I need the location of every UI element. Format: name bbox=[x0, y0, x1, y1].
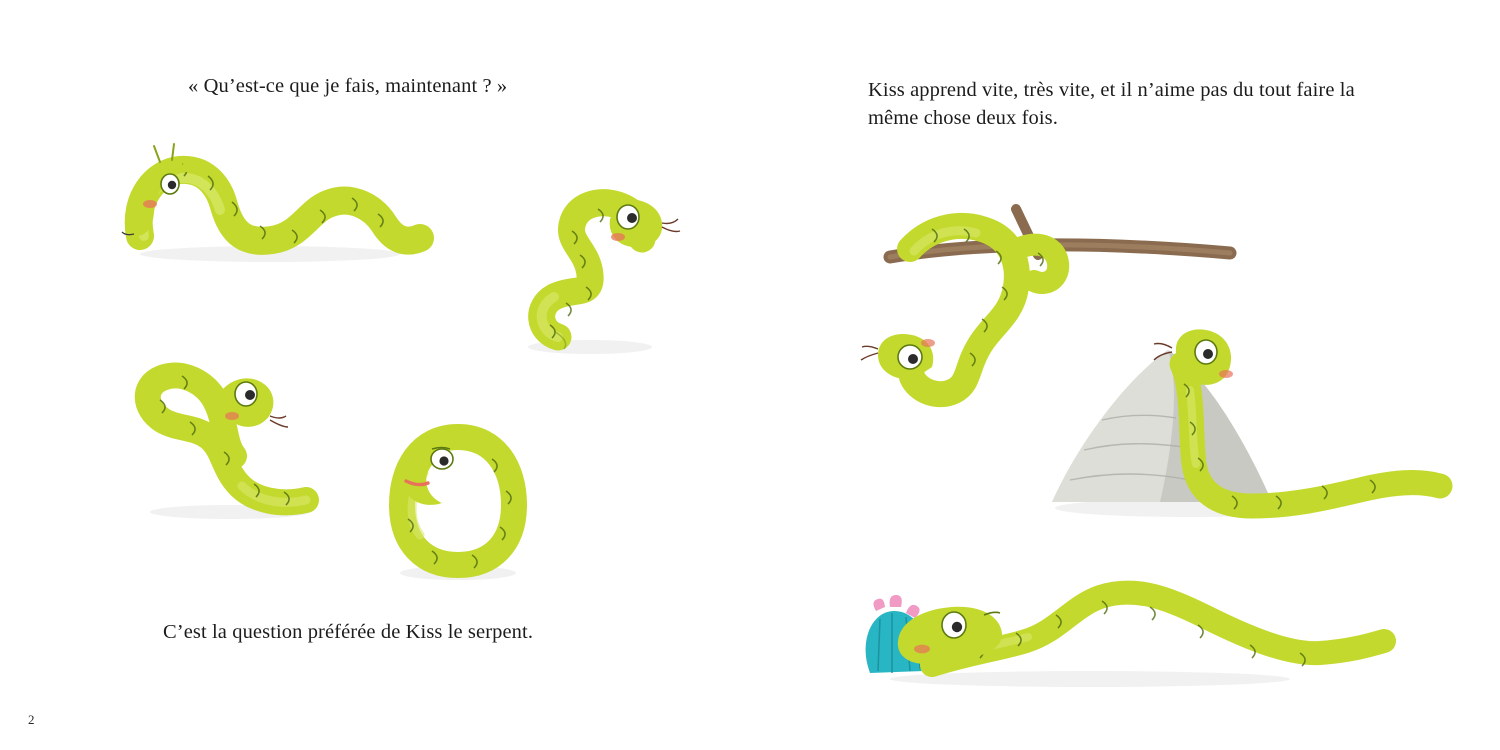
snake-ring-illustration bbox=[380, 415, 540, 585]
snake-crawling-illustration bbox=[120, 140, 430, 270]
snake-over-rock-illustration bbox=[1040, 330, 1460, 530]
page-number: 2 bbox=[28, 712, 35, 727]
caption-text: C’est la question préférée de Kiss le serpent. bbox=[163, 621, 534, 643]
right-page bbox=[750, 0, 1500, 750]
snake-with-cactus-illustration bbox=[850, 545, 1410, 705]
snake-loop-left-illustration bbox=[120, 360, 330, 525]
body-text: Kiss apprend vite, très vite, et il n’aime pas du tout faire la même chose deux fois. bbox=[868, 79, 1355, 130]
quote-text: « Qu’est-ce que je fais, maintenant ? » bbox=[188, 75, 508, 97]
snake-hanging-branch-illustration bbox=[870, 195, 1250, 425]
snake-coiled-s-illustration bbox=[520, 185, 690, 360]
